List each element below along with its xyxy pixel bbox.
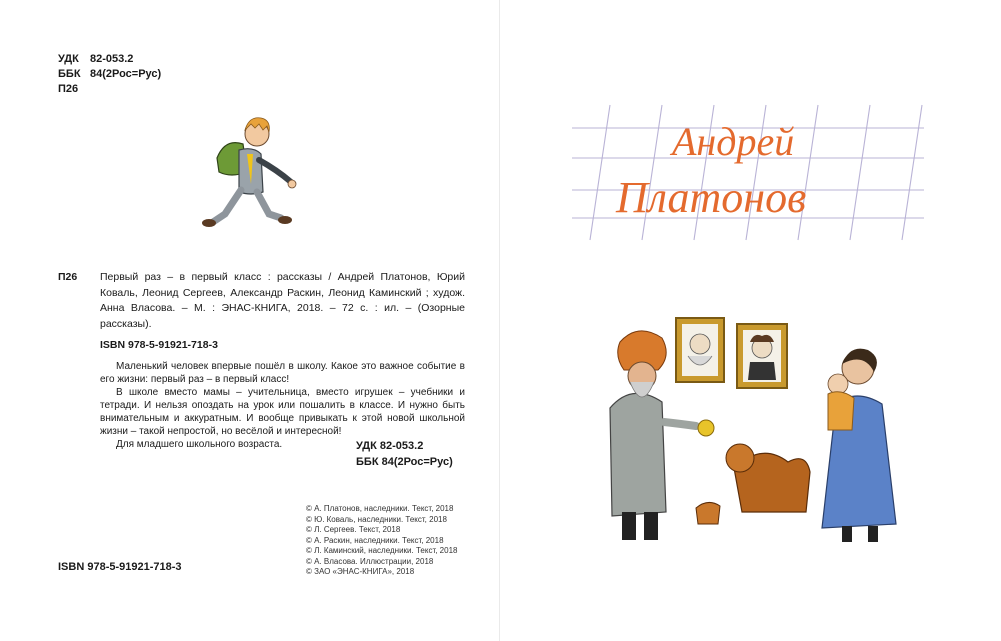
entry-bbk: ББК 84(2Рос=Рус) — [356, 456, 453, 468]
entry-codes — [356, 438, 453, 470]
udk-value: 82-053.2 — [90, 53, 134, 65]
annotation-paragraph: Для младшего школьного возраста. — [116, 438, 283, 450]
copyright-line: © ЗАО «ЭНАС-КНИГА», 2018 — [306, 567, 415, 576]
author-mark: П26 — [58, 83, 79, 95]
classification-codes — [58, 52, 161, 97]
cover-illustration — [592, 312, 912, 547]
copyright-line: © Л. Каминский, наследники. Текст, 2018 — [306, 546, 458, 555]
catalog-entry — [58, 270, 465, 451]
author-title — [572, 100, 927, 245]
isbn-bottom: ISBN 978-5-91921-718-3 — [58, 561, 182, 573]
entry-index: П26 — [58, 271, 78, 283]
copyright-line: © А. Власова. Иллюстрации, 2018 — [306, 556, 434, 566]
entry-udk: УДК 82-053.2 — [356, 440, 424, 452]
annotation-paragraph: Маленький человек впервые пошёл в школу. Какое это важное событие в его жизни: первый раз – в первый класс! — [100, 360, 465, 385]
copyright-line: © Л. Сергеев. Текст, 2018 — [306, 525, 401, 534]
copyright-block — [306, 504, 457, 578]
bbk-value: 84(2Рос=Рус) — [90, 68, 162, 80]
copyright-line: © Ю. Коваль, наследники. Текст, 2018 — [306, 514, 447, 524]
bbk-label: ББК — [58, 68, 81, 80]
schoolboy-illustration — [195, 110, 305, 235]
left-page — [0, 0, 500, 641]
udk-label: УДК — [58, 53, 79, 65]
annotation — [100, 360, 465, 451]
isbn-line: ISBN 978-5-91921-718-3 — [100, 339, 218, 351]
author-last-name: Платонов — [616, 173, 807, 222]
copyright-line: © А. Платонов, наследники. Текст, 2018 — [306, 504, 454, 513]
annotation-paragraph: В школе вместо мамы – учительница, вместо игрушек – учебники и тетради. И нельзя опоздать на урок или пошалить в классе. И нужно быть внимательным и аккуратным. И вообще привыкать к этой новой школьной жизни – такой непростой, но весёлой и интересной! — [100, 386, 465, 437]
copyright-line: © А. Раскин, наследники. Текст, 2018 — [306, 535, 444, 545]
author-first-name: Андрей — [672, 119, 795, 164]
bibliographic-description: Первый раз – в первый класс : рассказы / Андрей Платонов, Юрий Коваль, Леонид Сергеев, Александр Раскин, Леонид Каминский ; худож. Анна Власова. – М. : ЭНАС-КНИГА, 2018. – 72 с. : ил. – (Озорные рассказы). — [100, 271, 465, 330]
